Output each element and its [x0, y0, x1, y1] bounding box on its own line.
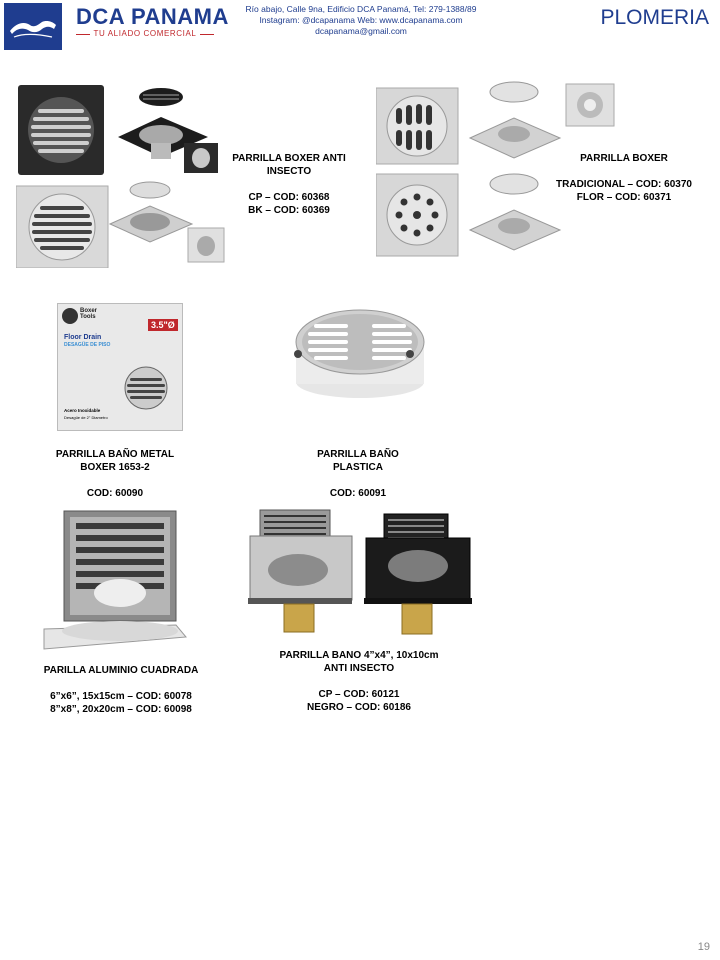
section-title: PLOMERIA	[600, 6, 709, 29]
product-image-boxer-anti-insecto-black	[18, 85, 228, 177]
product-code: COD: 60091	[329, 488, 387, 499]
contact-social: Instagram: @dcapanama Web: www.dcapanama.com	[259, 15, 463, 25]
product-image-bano-4x4-negro	[362, 512, 474, 636]
product-name-line-1: PARRILLA BAÑO METAL	[55, 449, 175, 460]
product-code-cp: CP – COD: 60121	[318, 689, 400, 700]
product-image-bano-4x4-cp	[246, 508, 356, 634]
product-aluminio-cuadrada	[28, 664, 214, 716]
product-image-boxer-package	[57, 303, 183, 431]
product-name-line-2: PLASTICA	[333, 462, 383, 473]
product-image-boxer-flor	[376, 170, 566, 260]
product-bano-4x4	[268, 649, 450, 714]
product-name-line-2: ANTI INSECTO	[323, 663, 395, 674]
product-name-line-1: PARRILLA BANO 4”x4”, 10x10cm	[279, 650, 439, 661]
product-code: COD: 60090	[86, 488, 144, 499]
product-code-cp: CP – COD: 60368	[248, 192, 330, 203]
product-code-8x8: 8”x8”, 20x20cm – COD: 60098	[50, 704, 192, 715]
product-image-boxer-anti-insecto-chrome	[16, 180, 228, 268]
product-code-6x6: 6”x6”, 15x15cm – COD: 60078	[50, 691, 192, 702]
product-boxer-anti-insecto	[226, 152, 352, 217]
contact-address: Río abajo, Calle 9na, Edificio DCA Panamá, Tel: 279-1388/89	[245, 4, 477, 14]
product-code-flor: FLOR – COD: 60371	[576, 192, 672, 203]
package-brand: Boxer Tools	[80, 308, 98, 320]
product-name-line-2: BOXER 1653-2	[80, 462, 150, 473]
package-drain-icon	[110, 366, 180, 410]
brand-logo-icon	[4, 3, 62, 50]
product-image-aluminio-cuadrada	[40, 505, 190, 655]
product-name: PARRILLA BOXER	[580, 153, 668, 164]
package-note-diameter: Desagüe de 2" Diametro	[64, 415, 108, 420]
brand-tagline: TU ALIADO COMERCIAL	[93, 29, 197, 38]
package-subtitle: DESAGÜE DE PISO	[64, 342, 111, 348]
tagline-rule-left	[76, 34, 90, 35]
package-size: 3.5"Ø	[148, 319, 178, 331]
product-bano-metal	[40, 448, 190, 500]
product-bano-plastica	[288, 448, 428, 500]
product-name: PARRILLA BOXER ANTI INSECTO	[232, 153, 346, 177]
product-image-bano-plastica	[280, 302, 442, 402]
product-code-tradicional: TRADICIONAL – COD: 60370	[556, 179, 692, 190]
contact-info	[226, 4, 496, 37]
product-code-negro: NEGRO – COD: 60186	[307, 702, 411, 713]
product-boxer	[546, 152, 702, 204]
tagline-rule-right	[200, 34, 214, 35]
page-number: 19	[697, 941, 710, 953]
product-name: PARILLA ALUMINIO CUADRADA	[43, 665, 199, 676]
product-code-bk: BK – COD: 60369	[248, 205, 330, 216]
package-title: Floor Drain	[64, 334, 102, 341]
product-name-line-1: PARRILLA BAÑO	[317, 449, 399, 460]
boxer-logo-icon	[62, 308, 78, 324]
brand-name: DCA PANAMA	[76, 4, 229, 29]
contact-email: dcapanama@gmail.com	[315, 26, 407, 36]
package-note-material: Acero Inoxidable	[64, 408, 101, 413]
